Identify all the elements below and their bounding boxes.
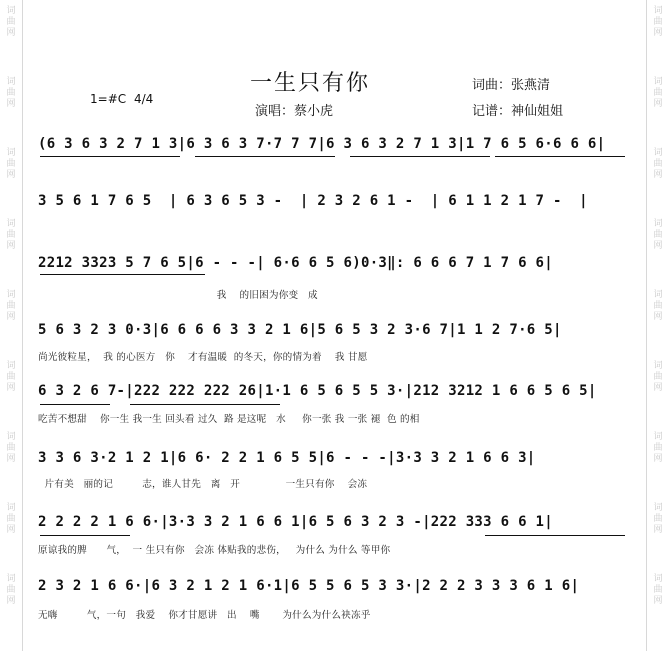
beam-underline (130, 404, 280, 405)
watermark-glyph: 曲 (653, 301, 663, 311)
lyricist-credit: 词曲：张燕清 (472, 78, 551, 93)
score-line-8: 2 3 2 1 6 6·|6 3 2 1 2 1 6·1|6 5 5 6 5 3 3·|2 2 2 3 3 3 6 1 6| (38, 578, 580, 594)
watermark-glyph: 网 (6, 28, 16, 38)
watermark-glyph: 网 (6, 596, 16, 606)
watermark-glyph: 词 (653, 290, 663, 300)
watermark-glyph: 词 (653, 148, 663, 158)
watermark-glyph: 网 (6, 99, 16, 109)
beam-underline (40, 404, 110, 405)
score-line-2: 3 5 6 1 7 6 5 | 6 3 6 5 3 - | 2 3 2 6 1 - | 6 1 1 2 1 7 - | (38, 193, 588, 209)
key-label: 1=#C (90, 92, 127, 106)
watermark-glyph: 曲 (6, 301, 16, 311)
watermark-glyph: 曲 (6, 17, 16, 27)
watermark-glyph: 词 (653, 6, 663, 16)
watermark-glyph: 词 (653, 77, 663, 87)
watermark-glyph: 词 (653, 361, 663, 371)
watermark-glyph: 网 (653, 525, 663, 535)
lyric-line-6: 片有美 丽的记 志，谁人甘先 离 开 一生只有你 会冻 (38, 479, 368, 490)
watermark-glyph: 网 (653, 170, 663, 180)
beam-underline (350, 156, 490, 157)
key-signature (90, 92, 153, 106)
watermark-glyph: 词 (653, 432, 663, 442)
lyric-line-5: 吃苦不想甜 你一生 我一生 回头看 过久 路 是这呢 水 你一张 我 一张 褪 色 的相 (38, 414, 420, 425)
watermark-glyph: 曲 (6, 514, 16, 524)
watermark-glyph: 曲 (6, 372, 16, 382)
watermark-glyph: 词 (653, 503, 663, 513)
right-watermark-rail (646, 0, 669, 651)
watermark-glyph: 曲 (653, 88, 663, 98)
watermark-glyph: 网 (653, 99, 663, 109)
watermark-glyph: 词 (6, 77, 16, 87)
watermark-glyph: 网 (6, 525, 16, 535)
watermark-glyph: 网 (6, 241, 16, 251)
watermark-glyph: 词 (653, 574, 663, 584)
transcriber-credit: 记谱：神仙姐姐 (472, 104, 564, 119)
watermark-glyph: 网 (653, 454, 663, 464)
watermark-glyph: 网 (6, 383, 16, 393)
lyric-line-7: 原谅我的脾 气， 一 生只有你 会冻 体贴我的悲伤， 为什么 为什么 等甲你 (38, 545, 391, 556)
score-line-5: 6 3 2 6 7-|222 222 222 26|1·1 6 5 6 5 5 3·|212 3212 1 6 6 5 6 5| (38, 383, 597, 399)
lyric-line-4: 尚光彼粒星， 我 的心医方 你 才有温暖 的冬天，你的情为着 我 甘愿 (38, 352, 368, 363)
watermark-glyph: 词 (6, 219, 16, 229)
watermark-glyph: 网 (653, 312, 663, 322)
lyric-line-3: 我 的旧困为你变 成 (38, 290, 318, 301)
singer-credit: 演唱：蔡小虎 (255, 104, 334, 119)
score-line-6: 3 3 6 3·2 1 2 1|6 6· 2 2 1 6 5 5|6 - - -|3·3 3 2 1 6 6 3| (38, 450, 536, 466)
watermark-glyph: 词 (6, 432, 16, 442)
watermark-glyph: 网 (653, 596, 663, 606)
watermark-glyph: 曲 (653, 372, 663, 382)
watermark-glyph: 曲 (653, 443, 663, 453)
score-line-1: (6 3 6 3 2 7 1 3|6 3 6 3 7·7 7 7|6 3 6 3 2 7 1 3|1 7 6 5 6·6 6 6| (38, 136, 606, 152)
watermark-glyph: 词 (653, 219, 663, 229)
beam-underline (495, 156, 625, 157)
song-title: 一生只有你 (250, 71, 371, 96)
watermark-glyph: 曲 (6, 88, 16, 98)
beam-underline (40, 156, 180, 157)
watermark-glyph: 曲 (653, 585, 663, 595)
watermark-glyph: 词 (6, 361, 16, 371)
left-watermark-rail (0, 0, 23, 651)
lyric-line-8: 无嗨 气，一句 我爱 你才甘愿讲 出 嘴 为什么为什么袂冻乎 (38, 610, 371, 621)
watermark-glyph: 曲 (653, 159, 663, 169)
beam-underline (40, 274, 205, 275)
watermark-glyph: 词 (6, 148, 16, 158)
watermark-glyph: 词 (6, 6, 16, 16)
watermark-glyph: 词 (6, 574, 16, 584)
watermark-glyph: 网 (6, 170, 16, 180)
time-signature: 4/4 (133, 92, 154, 106)
watermark-glyph: 曲 (6, 443, 16, 453)
watermark-glyph: 网 (653, 28, 663, 38)
watermark-glyph: 曲 (653, 17, 663, 27)
watermark-glyph: 词 (6, 503, 16, 513)
watermark-glyph: 曲 (653, 514, 663, 524)
watermark-glyph: 曲 (6, 159, 16, 169)
watermark-glyph: 词 (6, 290, 16, 300)
watermark-glyph: 曲 (6, 230, 16, 240)
score-line-7: 2 2 2 2 1 6 6·|3·3 3 2 1 6 6 1|6 5 6 3 2 3 -|222 333 6 6 1| (38, 514, 553, 530)
score-line-4: 5 6 3 2 3 0·3|6 6 6 6 3 3 2 1 6|5 6 5 3 2 3·6 7|1 1 2 7·6 5| (38, 322, 562, 338)
watermark-glyph: 网 (6, 312, 16, 322)
watermark-glyph: 网 (6, 454, 16, 464)
beam-underline (485, 535, 625, 536)
watermark-glyph: 曲 (653, 230, 663, 240)
beam-underline (195, 156, 335, 157)
watermark-glyph: 网 (653, 241, 663, 251)
beam-underline (40, 535, 130, 536)
score-line-3: 2212 3323 5 7 6 5|6 - - -| 6·6 6 5 6)0·3‖: 6 6 6 7 1 7 6 6| (38, 255, 553, 271)
watermark-glyph: 曲 (6, 585, 16, 595)
watermark-glyph: 网 (653, 383, 663, 393)
